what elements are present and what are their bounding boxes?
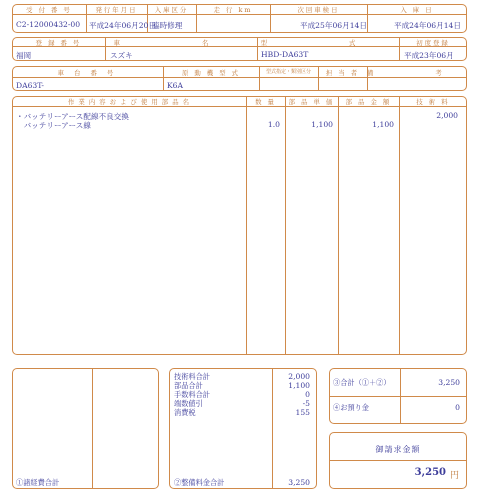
next-inspection-header: 次回車検日 xyxy=(297,6,340,14)
first-registration-header: 初度登録 xyxy=(416,39,450,47)
model-code: HBD-DA63T xyxy=(261,50,309,59)
entry-type-header: 入庫区分 xyxy=(154,6,189,14)
expenses-box xyxy=(12,368,159,489)
consumption-tax-label: 消費税 xyxy=(174,408,196,417)
entry-type: 臨時修理 xyxy=(152,21,183,30)
tech-fee-total: 2,000 xyxy=(288,372,310,381)
car-name-header: 車 名 xyxy=(113,39,249,47)
technical-fee-header: 技 術 料 xyxy=(416,98,450,106)
issue-date-header: 発行年月日 xyxy=(95,6,138,14)
item-name: ・バッテリーアース配線不良交換 xyxy=(16,112,129,121)
remarks-header: 備 考 xyxy=(367,69,472,77)
receipt-number: C2-12000432-00 xyxy=(16,20,81,29)
item-parts-amount: 1,100 xyxy=(372,120,394,129)
next-inspection-date: 平成25年06月14日 xyxy=(300,21,367,30)
rounding-discount: -5 xyxy=(302,399,310,408)
chassis-number-header: 車 台 番 号 xyxy=(57,69,118,77)
entry-date: 平成24年06月14日 xyxy=(394,21,461,30)
parts-amount-header: 部 品 金 額 xyxy=(345,98,392,106)
parts-total: 1,100 xyxy=(288,381,310,390)
item-unit-price: 1,100 xyxy=(311,120,333,129)
work-description-header: 作 業 内 容 お よ び 使 用 部 品 名 xyxy=(67,98,191,106)
type-designation-header: 型式指定・類別区分 xyxy=(265,69,311,75)
consumption-tax: 155 xyxy=(295,408,310,417)
parts-total-label: 部品合計 xyxy=(174,381,203,390)
header-row-1-divider xyxy=(12,14,467,15)
engine-model-header: 原 動 機 型 式 xyxy=(181,69,241,77)
registration-number-header: 登 録 番 号 xyxy=(35,39,82,47)
first-registration: 平成23年06月 xyxy=(404,51,454,60)
engine-model: K6A xyxy=(167,81,183,90)
deposit-label: ④お預り金 xyxy=(333,403,369,412)
registration-number: 福岡 xyxy=(16,51,32,60)
staff-header: 担 当 者 xyxy=(325,69,360,77)
receipt-number-header: 受 付 番 号 xyxy=(26,6,72,14)
invoice-amount: 3,250 xyxy=(414,467,446,478)
sum-label: ③合計（①＋②） xyxy=(333,378,391,387)
handling-fee: 0 xyxy=(305,390,310,399)
invoice-currency: 円 xyxy=(450,471,460,481)
invoice-label: 御請求金額 xyxy=(375,445,421,454)
expenses-total-label: ①諸経費合計 xyxy=(16,478,60,487)
car-name: スズキ xyxy=(110,51,133,60)
mileage-header: 走 行 km xyxy=(213,6,253,14)
model-header: 型 式 xyxy=(260,39,396,47)
handling-fee-label: 手数料合計 xyxy=(174,390,210,399)
rounding-discount-label: 端数値引 xyxy=(174,399,203,408)
tech-fee-total-label: 技術料合計 xyxy=(174,372,210,381)
quantity-header: 数 量 xyxy=(255,98,276,106)
chassis-number: DA63T- xyxy=(16,81,44,90)
sum-value: 3,250 xyxy=(438,378,460,387)
issue-date: 平成24年06月20日 xyxy=(89,21,156,30)
item-tech-fee: 2,000 xyxy=(436,111,458,120)
item-name: バッテリーアース線 xyxy=(16,121,91,130)
deposit-value: 0 xyxy=(455,403,460,412)
unit-price-header: 部 品 単 価 xyxy=(288,98,335,106)
maintenance-total: 3,250 xyxy=(288,478,310,487)
item-quantity: 1.0 xyxy=(267,120,280,129)
entry-date-header: 入 庫 日 xyxy=(400,6,434,14)
maintenance-total-label: ②整備料金合計 xyxy=(174,478,225,487)
